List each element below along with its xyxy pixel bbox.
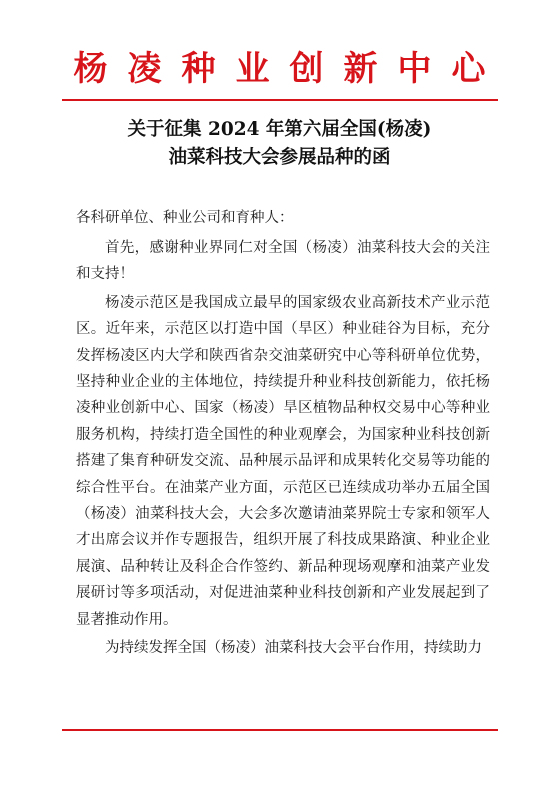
document-title (0, 116, 559, 172)
letterhead-divider (62, 99, 498, 101)
footer-divider (62, 729, 498, 731)
organization-letterhead: 杨凌种业创新中心 (73, 49, 506, 89)
paragraph-purpose: 为持续发挥全国（杨凌）油菜科技大会平台作用，持续助力 (105, 640, 482, 657)
letter-body (76, 235, 490, 662)
title-line-2: 油菜科技大会参展品种的函 (168, 147, 391, 168)
paragraph-background: 杨凌示范区是我国成立最早的国家级农业高新技术产业示范区。近年来，示范区以打造中国（旱区）种业硅谷为目标，充分发挥杨凌区内大学和陕西省杂交油菜研究中心等科研单位优势，坚持种业企业的主体地位，持续提升种业科技创新能力，依托杨凌种业创新中心、国家（杨凌）旱区植物品种权交易中心等种业服务机构，持续打造全国性的种业观摩会，为国家种业科技创新搭建了集育种研发交流、品种展示品评和成果转化交易等功能的综合性平台。在油菜产业方面，示范区已连续成功举办五届全国（杨凌）油菜科技大会，大会多次邀请油菜界院士专家和领军人才出席会议并作专题报告，组织开展了科技成果路演、种业企业展演、品种转让及科企合作签约、新品种现场观摩和油菜产业发展研讨等多项活动，对促进油菜种业科技创新和产业发展起到了显著推动作用。 (76, 294, 490, 628)
paragraph-thanks: 首先，感谢种业界同仁对全国（杨凌）油菜科技大会的关注和支持！ (76, 240, 490, 283)
title-line-1: 关于征集 2024 年第六届全国(杨凌) (127, 119, 432, 140)
salutation: 各科研单位、种业公司和育种人： (76, 210, 294, 226)
